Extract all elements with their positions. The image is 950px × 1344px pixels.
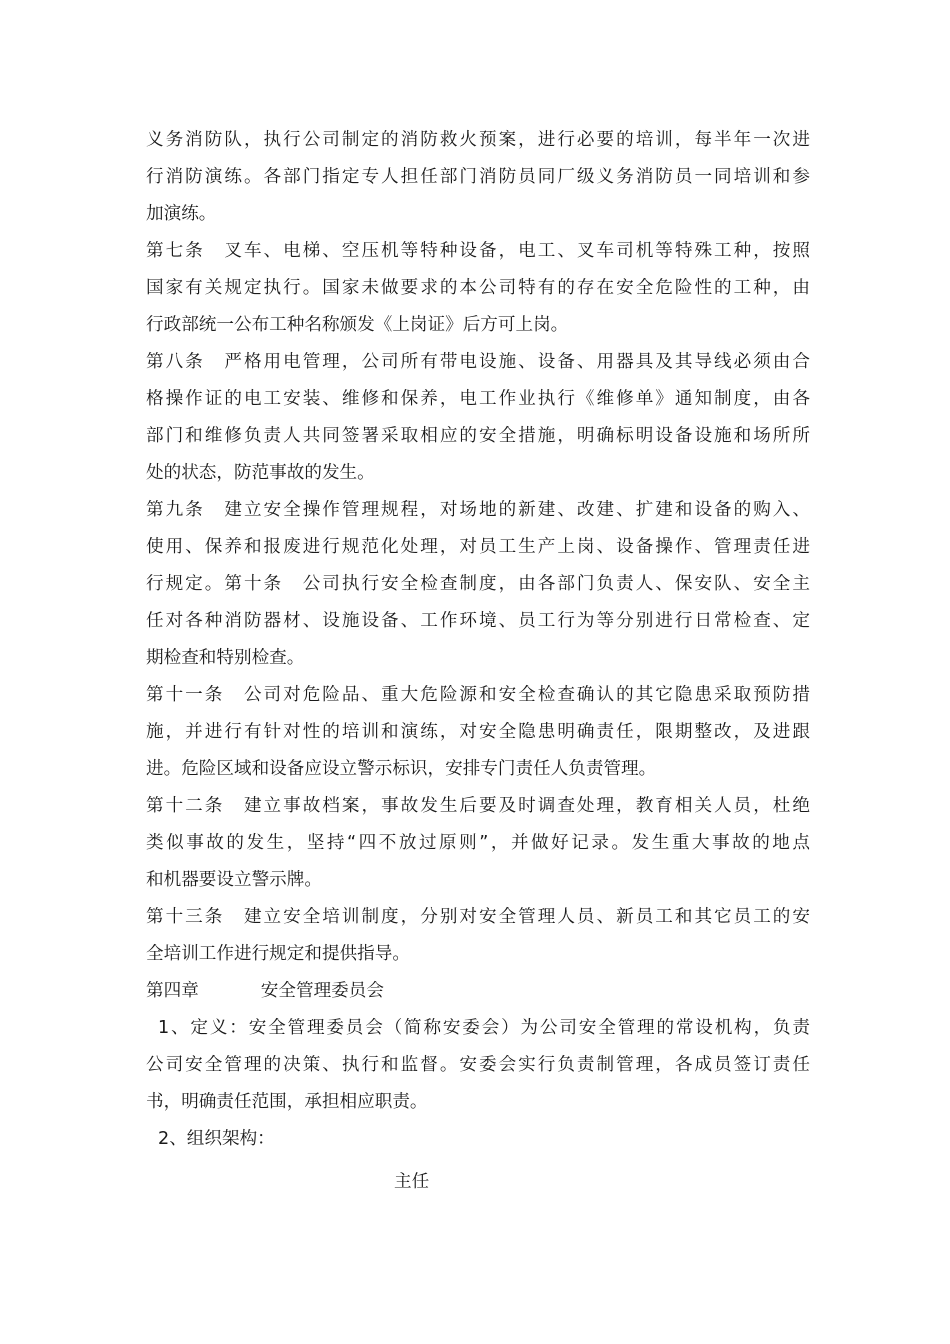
org-chart-node: 主任 xyxy=(394,1172,430,1192)
text-line: 行规定。第十条 公司执行安全检查制度，由各部门负责人、保安队、安全主 xyxy=(146,574,810,594)
text-line: 国家有关规定执行。国家未做要求的本公司特有的存在安全危险性的工种，由 xyxy=(146,278,810,298)
text-line: 行消防演练。各部门指定专人担任部门消防员同厂级义务消防员一同培训和参 xyxy=(146,167,810,187)
text-line: 第七条 叉车、电梯、空压机等特种设备，电工、叉车司机等特殊工种，按照 xyxy=(146,241,810,261)
item-org-structure: 2、组织架构： xyxy=(158,1129,275,1149)
item-definition-line: 1、定义：安全管理委员会（简称安委会）为公司安全管理的常设机构，负责 xyxy=(158,1018,810,1038)
text-line: 第八条 严格用电管理，公司所有带电设施、设备、用器具及其导线必须由合 xyxy=(146,352,810,372)
text-line: 加演练。 xyxy=(146,204,217,224)
chapter-heading xyxy=(146,979,810,1003)
text-line: 第十二条 建立事故档案，事故发生后要及时调查处理，教育相关人员，杜绝 xyxy=(146,796,810,816)
chapter-number: 第四章 xyxy=(146,981,199,1001)
text-line: 施，并进行有针对性的培训和演练，对安全隐患明确责任，限期整改，及进跟 xyxy=(146,722,810,742)
text-line: 第十一条 公司对危险品、重大危险源和安全检查确认的其它隐患采取预防措 xyxy=(146,685,810,705)
text-line: 和机器要设立警示牌。 xyxy=(146,870,322,890)
text-line: 任对各种消防器材、设施设备、工作环境、员工行为等分别进行日常检查、定 xyxy=(146,611,810,631)
text-line: 义务消防队，执行公司制定的消防救火预案，进行必要的培训，每半年一次进 xyxy=(146,130,810,150)
text-line: 第九条 建立安全操作管理规程，对场地的新建、改建、扩建和设备的购入、 xyxy=(146,500,810,520)
text-line: 类似事故的发生，坚持“四不放过原则”，并做好记录。发生重大事故的地点 xyxy=(146,833,810,853)
text-line: 期检查和特别检查。 xyxy=(146,648,305,668)
item-definition-line: 公司安全管理的决策、执行和监督。安委会实行负责制管理，各成员签订责任 xyxy=(146,1055,810,1075)
text-line: 第十三条 建立安全培训制度，分别对安全管理人员、新员工和其它员工的安 xyxy=(146,907,810,927)
text-line: 处的状态，防范事故的发生。 xyxy=(146,463,375,483)
text-line: 使用、保养和报废进行规范化处理，对员工生产上岗、设备操作、管理责任进 xyxy=(146,537,810,557)
chapter-title: 安全管理委员会 xyxy=(260,981,384,1001)
text-line: 进。危险区域和设备应设立警示标识，安排专门责任人负责管理。 xyxy=(146,759,657,779)
text-line: 行政部统一公布工种名称颁发《上岗证》后方可上岗。 xyxy=(146,315,569,335)
item-definition-line: 书，明确责任范围，承担相应职责。 xyxy=(146,1092,428,1112)
text-line: 部门和维修负责人共同签署采取相应的安全措施，明确标明设备设施和场所所 xyxy=(146,426,810,446)
text-line: 格操作证的电工安装、维修和保养，电工作业执行《维修单》通知制度，由各 xyxy=(146,389,810,409)
text-line: 全培训工作进行规定和提供指导。 xyxy=(146,944,410,964)
